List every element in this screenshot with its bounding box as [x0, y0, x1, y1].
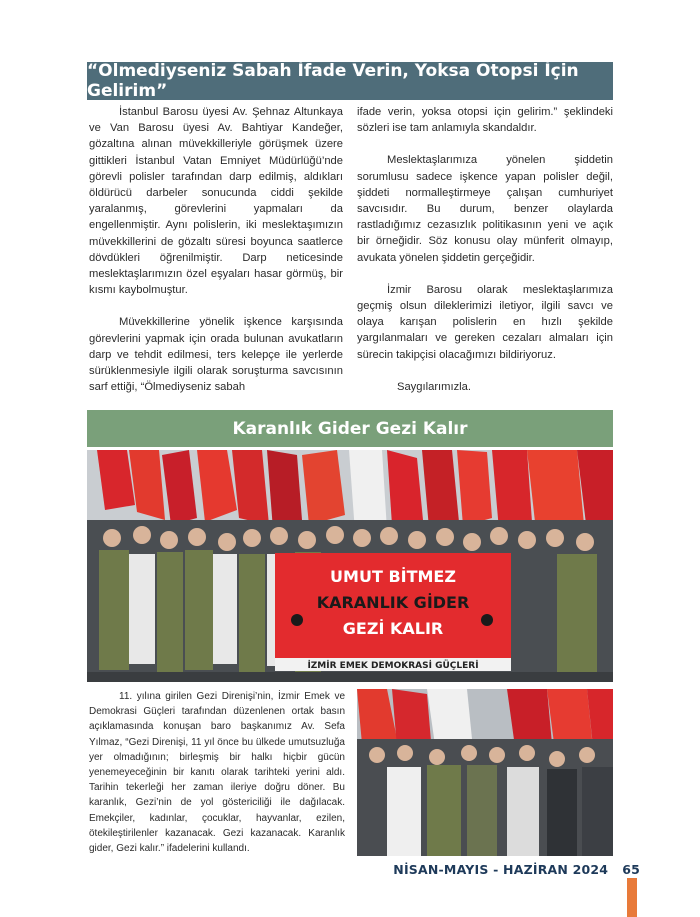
page-number: 65	[622, 862, 640, 877]
section-title: Karanlık Gider Gezi Kalır	[232, 418, 468, 439]
article-left-column	[89, 104, 343, 411]
paragraph: ifade verin, yoksa otopsi için gelirim.” şeklindeki sözleri ise tam anlamıyla skandaldır.	[357, 106, 613, 135]
page-footer	[393, 862, 640, 877]
paragraph: 11. yılına girilen Gezi Direnişi’nin, İzmir Emek ve Demokrasi Güçleri tarafından düzenlenen ortak basın açıklamasında konuşan baro başkanımız Av. Sefa Yılmaz, “Gezi Direnişi, 11 yıl önce bu ülkede umutsuzluğa yer olmadığının; birleşmiş bir halkı hiçbir gücün yenemeyeceğinin bir kanıtı olarak tarihteki yerini aldı. Tarihin tekerleği her zaman ileriye doğru döner. Bu karanlık, Gezi’nin de yol göstericiliği ile dağılacak. Emekçiler, kadınlar, çocuklar, hayvanlar, ezilen, ötekileştirilenler kazanacak. Gezi kazanacak. Karanlık gider, Gezi kalır.” ifadelerini kullandı.	[89, 691, 345, 855]
banner-line-2: KARANLIK GİDER	[316, 593, 470, 612]
section-body	[89, 689, 345, 872]
banner-footer: İZMİR EMEK DEMOKRASİ GÜÇLERİ	[307, 661, 479, 671]
paragraph: İstanbul Barosu üyesi Av. Şehnaz Altunkaya ve Van Barosu üyesi Av. Bahtiyar Kandeğer, gözaltına alınan müvekkilleriyle görüşmek üzere gittikleri İstanbul Vatan Emniyet Müdürlüğü’nde görevli polisler tarafından darp edilmiş, aldıkları öldürücü darbeler sonucunda ciddi şekilde yaralanmış, görevlerini yapmaları da engellenmiştir. Aynı polislerin, iki meslektaşımızın müvekkillerini de gözaltı süresi boyunca saatlerce dövdükleri öğrenilmiştir. Darp neticesinde meslektaşlarımızın özel eşyaları hasar görmüş, bir kısmı kaybolmuştur.	[89, 106, 343, 297]
article-title: “Ölmediyseniz Sabah İfade Verin, Yoksa Otopsi İçin Gelirim”	[87, 61, 579, 101]
paragraph: İzmir Barosu olarak meslektaşlarımıza geçmiş olsun dileklerimizi iletiyor, ilgili savcı ve olaya karışan polislerin en hızlı şekilde yargılanmaları ve gereken cezaları almaları için sürecin takipçisi olacağımızı bildiriyoruz.	[357, 283, 613, 361]
signoff: Saygılarımızla.	[397, 380, 471, 393]
banner-line-3: GEZİ KALIR	[342, 619, 444, 638]
protest-photo	[87, 450, 613, 682]
accent-bar	[627, 878, 637, 917]
article-title-banner	[87, 62, 613, 100]
paragraph: Meslektaşlarımıza yönelen şiddetin sorumlusu sadece işkence yapan polisler değil, şiddeti normalleştirmeye çalışan cumhuriyet savcısıdır. Bu durum, benzer olaylarda rastladığımız cezasızlık politikasının yeni ve açık bir örneğidir. Söz konusu olay münferit olmayıp, avukata yönelen şiddetin gerçeğidir.	[357, 154, 613, 264]
banner-line-1: UMUT BİTMEZ	[330, 567, 456, 586]
article-right-column	[357, 104, 613, 411]
protest-photo-2	[357, 689, 613, 856]
paragraph: Müvekkillerine yönelik işkence karşısında görevlerini yapmak için orada bulunan avukatların darp ve tehdit edilmesi, ters kelepçe ile yerlerde sürüklenmesiyle ilgili olarak soruşturma savcısının sarf ettiği, “Ölmediyseniz sabah	[89, 316, 343, 394]
issue-label: NİSAN-MAYIS - HAZİRAN 2024	[393, 862, 609, 877]
section-title-banner	[87, 410, 613, 447]
